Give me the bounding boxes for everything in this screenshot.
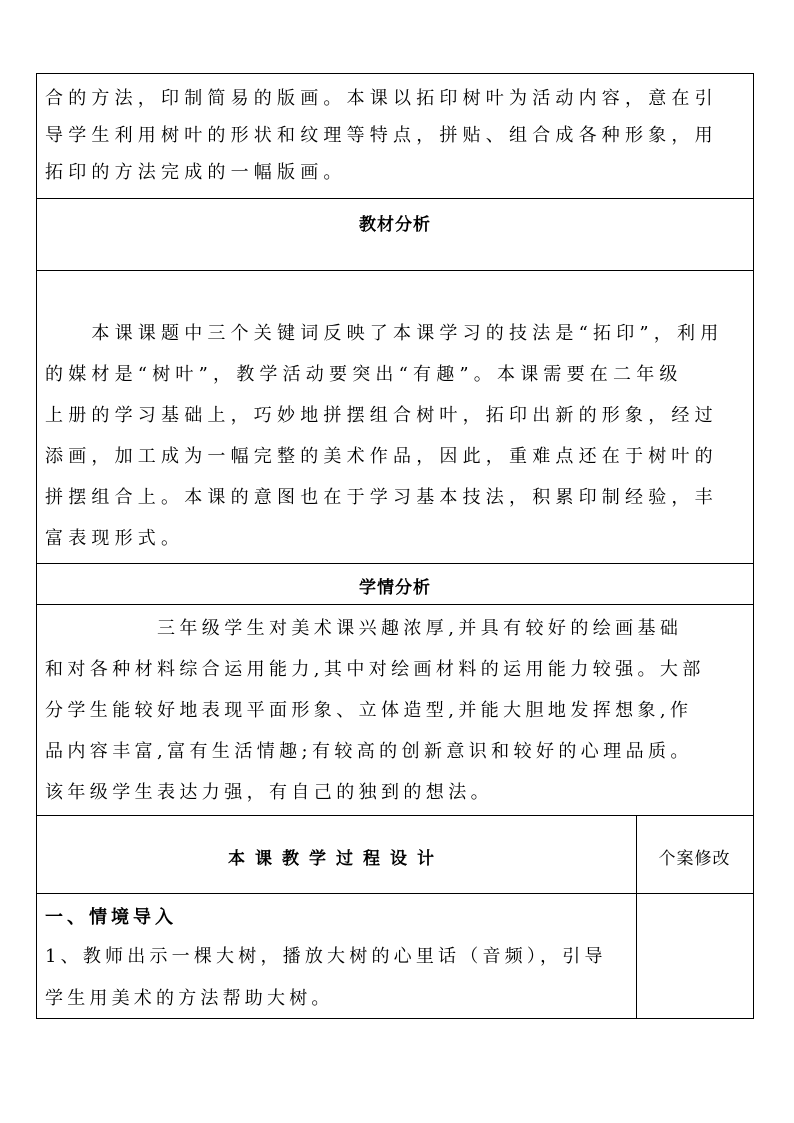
textbook-analysis-body	[36, 270, 754, 563]
student-line-1: 三年级学生对美术课兴趣浓厚,并具有较好的绘画基础	[45, 618, 683, 639]
textbook-line-5: 拼摆组合上。本课的意图也在于学习基本技法，积累印制经验，丰	[45, 487, 718, 508]
student-line-3: 分学生能较好地表现平面形象、立体造型,并能大胆地发挥想象,作	[45, 700, 693, 721]
row-divider-3	[36, 563, 754, 564]
intro-paragraph	[36, 73, 754, 198]
textbook-line-3: 上册的学习基础上，巧妙地拼摆组合树叶，拓印出新的形象，经过	[45, 405, 718, 426]
student-line-4: 品内容丰富,富有生活情趣;有较高的创新意识和较好的心理品质。	[45, 741, 693, 762]
section-title-situation-intro: 一、情境导入	[45, 907, 177, 928]
student-line-5: 该年级学生表达力强，有自己的独到的想法。	[45, 782, 493, 803]
student-analysis-heading: 学情分析	[359, 578, 431, 598]
intro-line-3: 拓印的方法完成的一幅版画。	[45, 162, 347, 183]
textbook-line-6: 富表现形式。	[45, 528, 185, 549]
textbook-line-1: 本课课题中三个关键词反映了本课学习的技法是“拓印”，利用	[45, 323, 724, 344]
row-divider-5	[36, 815, 754, 816]
process-line-2: 学生用美术的方法帮助大树。	[45, 988, 334, 1009]
process-line-1: 1、教师出示一棵大树，播放大树的心里话（音频），引导	[45, 946, 607, 967]
textbook-line-4: 添画，加工成为一幅完整的美术作品，因此，重难点还在于树叶的	[45, 446, 718, 467]
textbook-analysis-heading: 教材分析	[359, 215, 431, 235]
teaching-process-heading: 本课教学过程设计	[228, 849, 444, 869]
row-divider-1	[36, 198, 754, 199]
intro-line-2: 导学生利用树叶的形状和纹理等特点，拼贴、组合成各种形象，用	[45, 125, 718, 146]
student-analysis-body	[36, 604, 754, 815]
case-revision-label: 个案修改	[658, 849, 731, 869]
teaching-process-content	[36, 893, 636, 1018]
table-border-bottom	[36, 1018, 754, 1019]
student-line-2: 和对各种材料综合运用能力,其中对绘画材料的运用能力较强。大部	[45, 659, 705, 680]
intro-line-1: 合的方法，印制简易的版画。本课以拓印树叶为活动内容，意在引	[45, 88, 718, 109]
textbook-line-2: 的媒材是“树叶”，教学活动要突出“有趣”。本课需要在二年级	[45, 364, 683, 385]
